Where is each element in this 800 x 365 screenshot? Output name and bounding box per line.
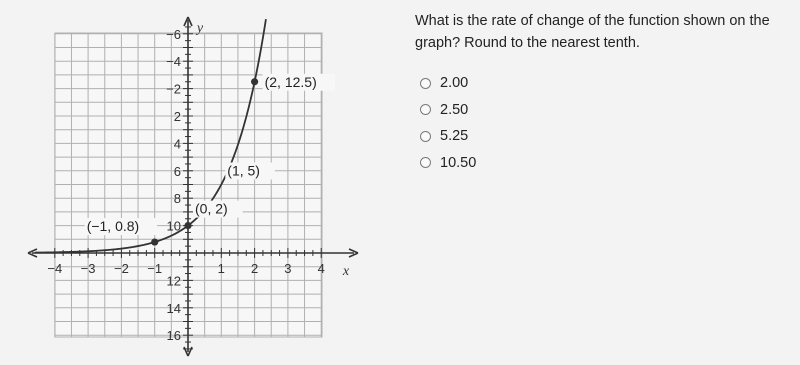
choice-label: 2.50 [440,101,469,118]
choice-option-2[interactable] [420,97,476,124]
data-point [151,238,158,245]
point-label: (2, 12.5) [264,73,317,90]
question-text: What is the rate of change of the function shown on the graph? Round to the nearest tenth. [415,13,770,51]
x-tick-label: 2 [250,261,259,276]
choice-label: 5.25 [440,128,469,145]
point-label: (0, 2) [195,200,228,217]
data-point [184,222,191,229]
x-axis-label: x [342,264,350,279]
y-tick-label: −4 [166,54,181,70]
x-tick-label: 3 [284,261,292,276]
y-tick-label: 10 [166,218,181,234]
answer-choices [420,70,476,176]
y-tick-label: 16 [166,328,181,344]
choice-option-1[interactable] [420,70,476,97]
y-tick-label: 6 [173,163,181,179]
y-tick-label: 8 [173,191,181,207]
x-tick-label: −2 [113,261,129,276]
choice-label: 10.50 [440,154,477,171]
x-tick-label: −1 [147,261,163,276]
y-axis-label: y [196,21,204,36]
point-label: (1, 5) [227,162,260,179]
choice-label: 2.00 [440,75,469,92]
y-tick-label: −6 [166,26,181,42]
radio-button-icon[interactable] [420,157,431,168]
x-tick-label: 4 [317,261,325,276]
y-tick-label: 4 [173,136,181,152]
x-tick-label: −4 [47,261,63,276]
radio-button-icon[interactable] [420,104,431,115]
radio-button-icon[interactable] [420,78,431,89]
x-tick-label: 1 [217,261,225,276]
y-tick-label: 2 [173,109,181,124]
y-tick-label: 14 [166,300,181,316]
y-tick-label: 12 [166,273,181,289]
radio-button-icon[interactable] [420,131,431,142]
point-label: (−1, 0.8) [86,218,140,235]
data-point [251,78,258,85]
choice-option-3[interactable] [420,123,476,150]
x-tick-label: −3 [80,261,96,276]
y-tick-label: −2 [166,81,181,97]
choice-option-4[interactable] [420,150,476,177]
